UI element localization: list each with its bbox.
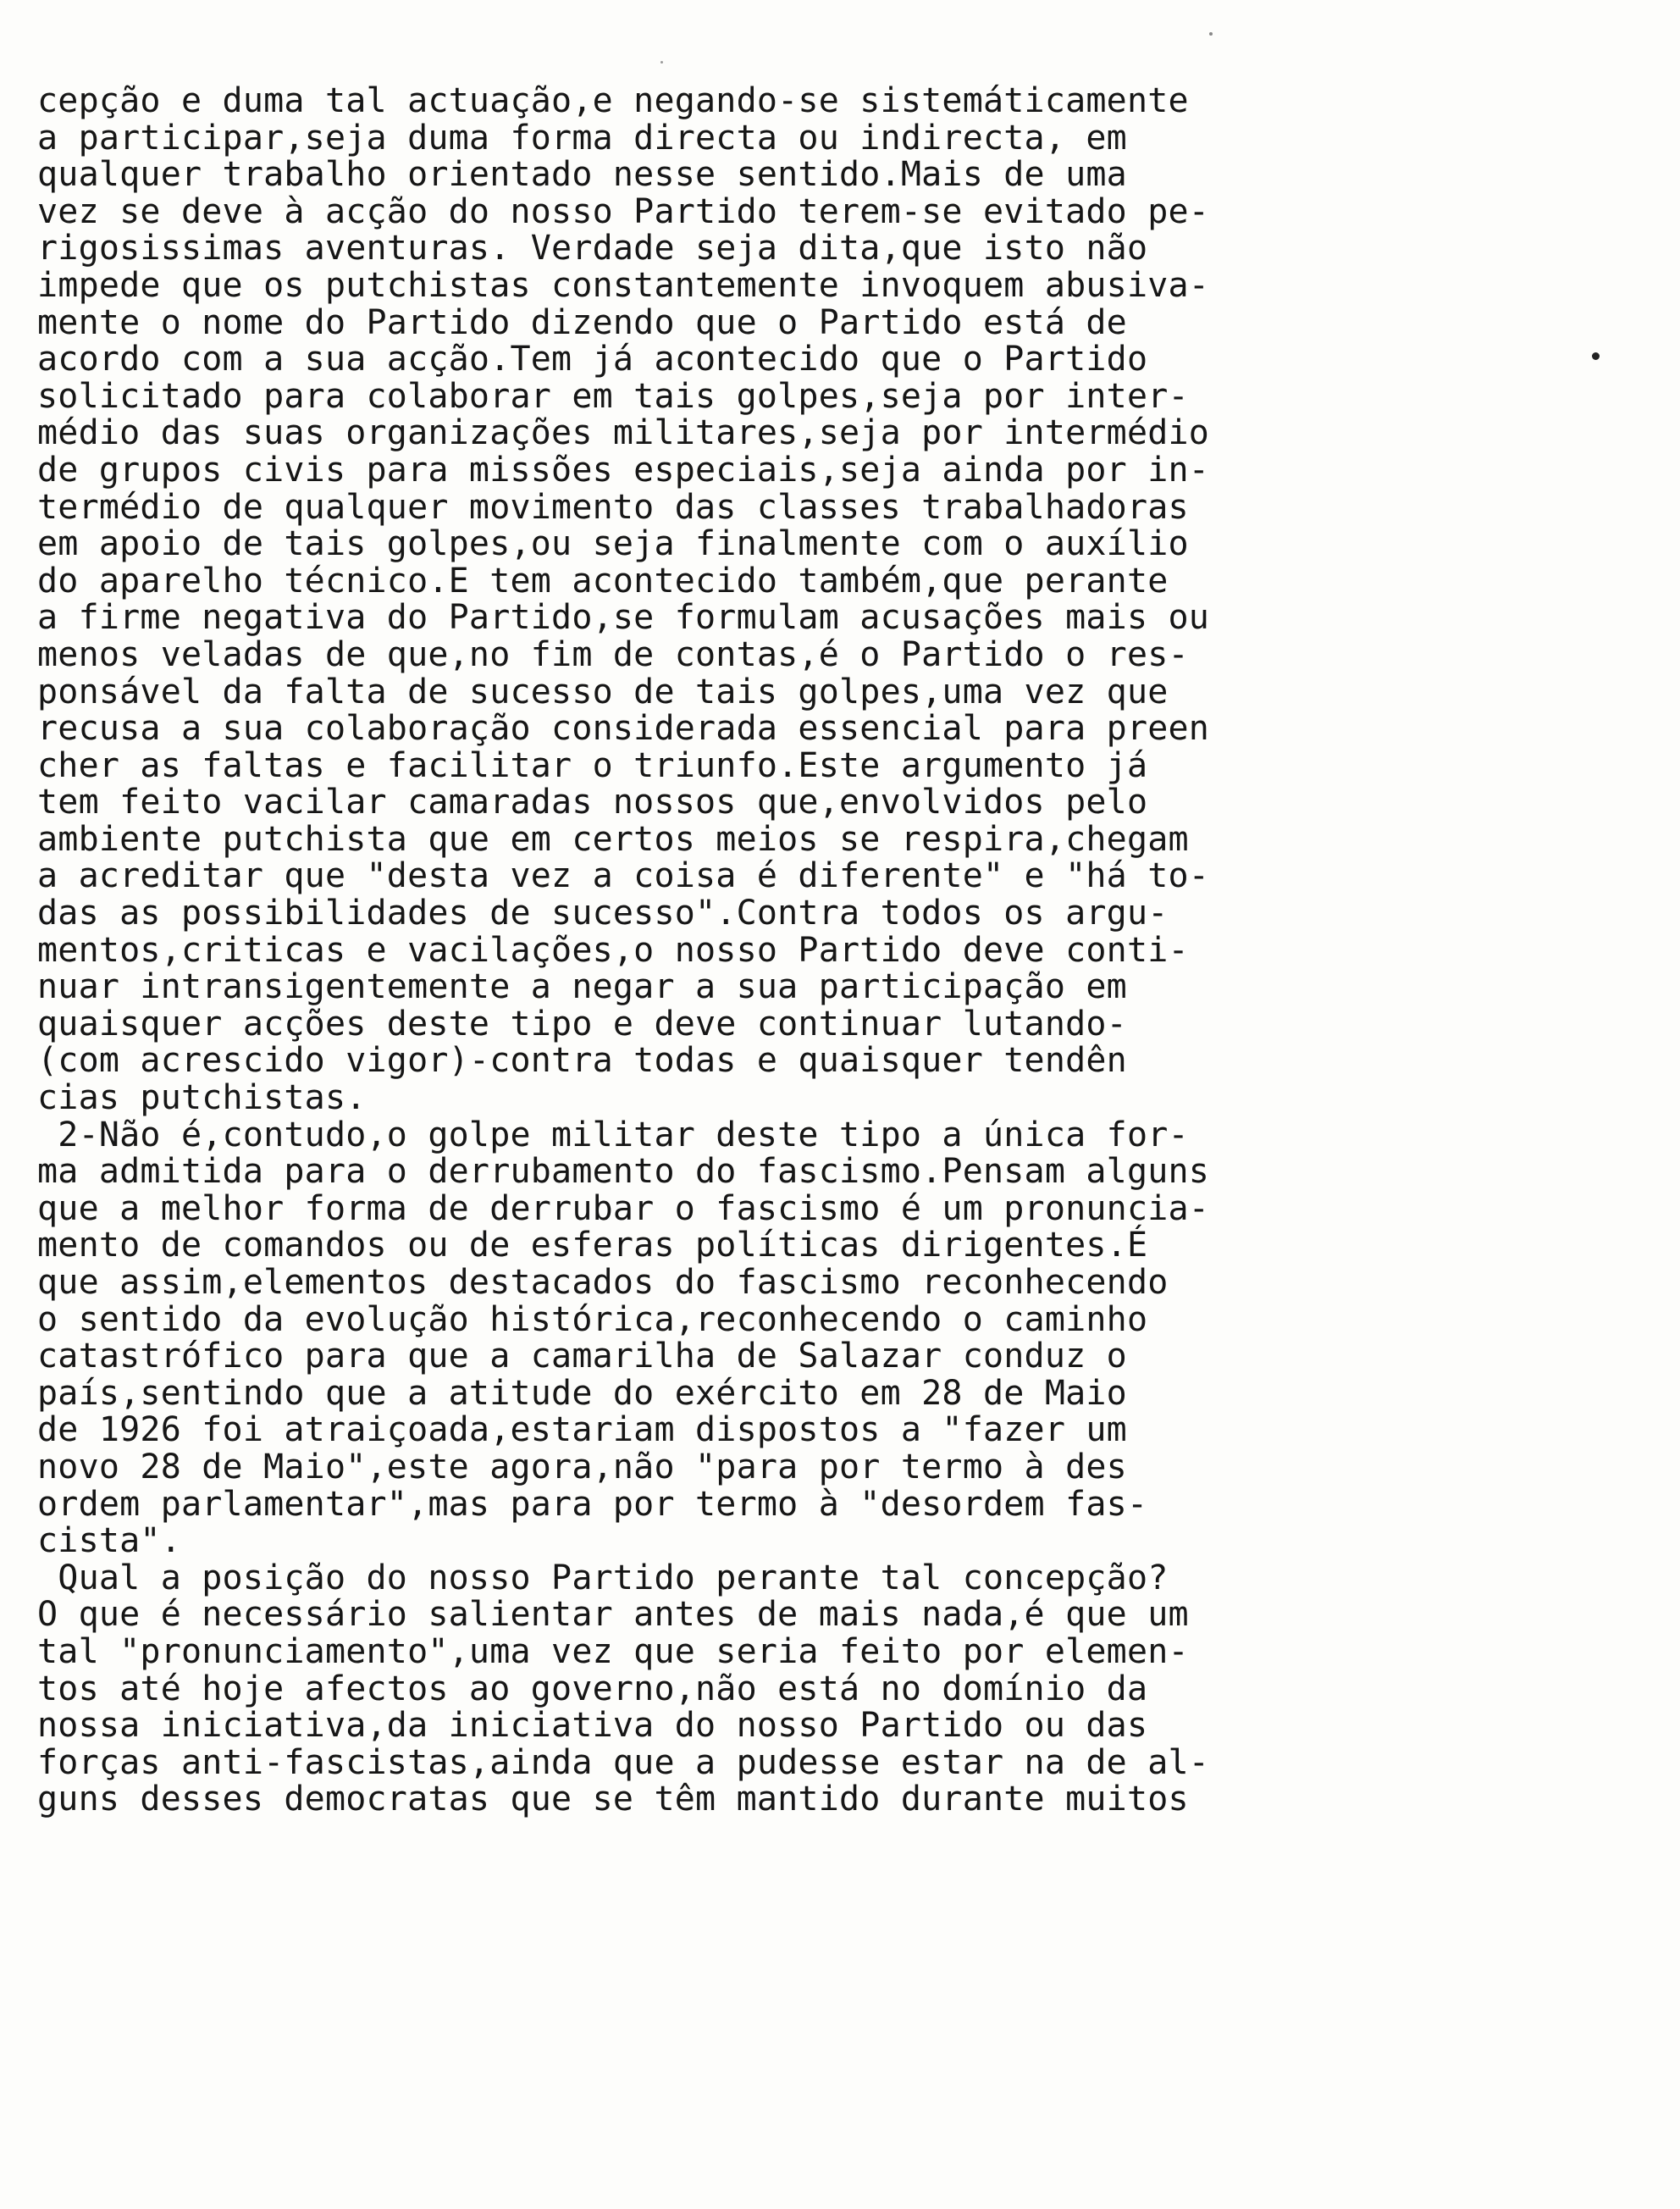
text-line: a participar,seja duma forma directa ou indirecta, em xyxy=(37,118,1127,158)
typewritten-text xyxy=(37,83,1494,1819)
text-line: rigosissimas aventuras. Verdade seja dita,que isto não xyxy=(37,229,1148,269)
text-line: ordem parlamentar",mas para por termo à "desordem fas- xyxy=(37,1484,1148,1524)
text-line: recusa a sua colaboração considerada essencial para preen xyxy=(37,709,1210,749)
text-line: impede que os putchistas constantemente invoquem abusiva- xyxy=(37,265,1210,305)
text-line: a firme negativa do Partido,se formulam acusações mais ou xyxy=(37,598,1210,638)
text-line: mentos,criticas e vacilações,o nosso Partido deve conti- xyxy=(37,930,1189,970)
text-line: vez se deve à acção do nosso Partido terem-se evitado pe- xyxy=(37,191,1210,231)
text-line: a acreditar que "desta vez a coisa é diferente" e "há to- xyxy=(37,856,1210,896)
text-line: nuar intransigentemente a negar a sua participação em xyxy=(37,967,1127,1007)
text-line: cista". xyxy=(37,1521,181,1561)
text-line: ponsável da falta de sucesso de tais golpes,uma vez que xyxy=(37,672,1169,711)
text-line: cepção e duma tal actuação,e negando-se sistemáticamente xyxy=(37,81,1189,120)
text-line: ma admitida para o derrubamento do fascismo.Pensam alguns xyxy=(37,1152,1210,1192)
text-line: país,sentindo que a atitude do exército em 28 de Maio xyxy=(37,1373,1127,1413)
text-line: cher as faltas e facilitar o triunfo.Este argumento já xyxy=(37,745,1148,785)
text-line: Qual a posição do nosso Partido perante tal concepção? xyxy=(37,1558,1169,1597)
text-line: menos veladas de que,no fim de contas,é o Partido o res- xyxy=(37,634,1189,674)
ink-speck xyxy=(1209,32,1213,36)
text-line: em apoio de tais golpes,ou seja finalmente com o auxílio xyxy=(37,524,1189,564)
text-line: das as possibilidades de sucesso".Contra todos os argu- xyxy=(37,894,1169,933)
text-line: novo 28 de Maio",este agora,não "para por termo à des xyxy=(37,1447,1127,1487)
text-line: forças anti-fascistas,ainda que a pudesse estar na de al- xyxy=(37,1742,1210,1782)
text-line: catastrófico para que a camarilha de Salazar conduz o xyxy=(37,1337,1127,1376)
text-line: tem feito vacilar camaradas nossos que,envolvidos pelo xyxy=(37,783,1148,822)
text-line: tos até hoje afectos ao governo,não está no domínio da xyxy=(37,1669,1148,1708)
ink-speck xyxy=(660,61,663,64)
text-line: (com acrescido vigor)-contra todas e quaisquer tendên xyxy=(37,1041,1127,1081)
text-line: guns desses democratas que se têm mantido durante muitos xyxy=(37,1780,1189,1819)
text-line: solicitado para colaborar em tais golpes,seja por inter- xyxy=(37,376,1189,416)
text-line: que assim,elementos destacados do fascismo reconhecendo xyxy=(37,1263,1169,1302)
text-line: o sentido da evolução histórica,reconhecendo o caminho xyxy=(37,1299,1148,1339)
text-line: de 1926 foi atraiçoada,estariam dispostos a "fazer um xyxy=(37,1410,1127,1450)
text-line: mento de comandos ou de esferas políticas dirigentes.É xyxy=(37,1226,1148,1265)
text-line: 2-Não é,contudo,o golpe militar deste tipo a única for- xyxy=(37,1115,1189,1154)
text-line: médio das suas organizações militares,seja por intermédio xyxy=(37,413,1210,453)
text-line: qualquer trabalho orientado nesse sentido.Mais de uma xyxy=(37,155,1127,195)
ink-speck xyxy=(1592,352,1600,360)
text-line: de grupos civis para missões especiais,seja ainda por in- xyxy=(37,450,1210,490)
text-line: O que é necessário salientar antes de mais nada,é que um xyxy=(37,1595,1189,1635)
text-line: mente o nome do Partido dizendo que o Partido está de xyxy=(37,302,1127,342)
text-line: nossa iniciativa,da iniciativa do nosso Partido ou das xyxy=(37,1706,1148,1746)
text-line: tal "pronunciamento",uma vez que seria feito por elemen- xyxy=(37,1631,1189,1671)
text-line: termédio de qualquer movimento das classes trabalhadoras xyxy=(37,487,1189,527)
text-line: quaisquer acções deste tipo e deve continuar lutando- xyxy=(37,1004,1127,1044)
text-line: ambiente putchista que em certos meios se respira,chegam xyxy=(37,819,1189,859)
text-line: cias putchistas. xyxy=(37,1078,367,1118)
text-line: acordo com a sua acção.Tem já acontecido que o Partido xyxy=(37,340,1148,379)
text-line: que a melhor forma de derrubar o fascismo é um pronuncia- xyxy=(37,1188,1210,1228)
text-line: do aparelho técnico.E tem acontecido também,que perante xyxy=(37,561,1169,601)
